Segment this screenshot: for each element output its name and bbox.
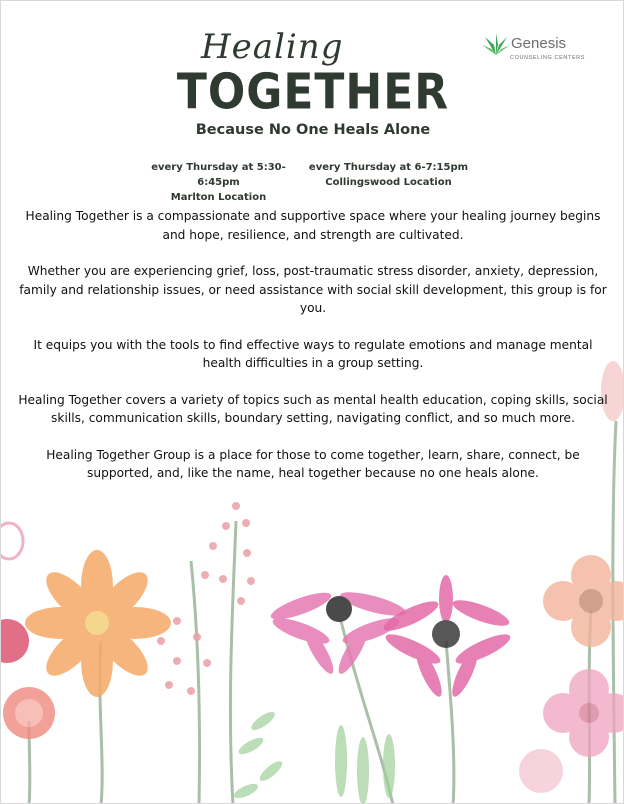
schedule-location: Marlton Location — [170, 192, 267, 203]
script-title: Healing — [201, 27, 344, 67]
pink-coneflower-2 — [380, 575, 513, 700]
schedule-collingswood — [306, 160, 471, 190]
schedule-time: every Thursday at 6-7:15pm — [308, 162, 469, 173]
paragraph: It equips you with the tools to find effective ways to regulate emotions and manage mental health difficulties in a group setting. — [33, 337, 593, 370]
paragraph: Healing Together covers a variety of topics such as mental health education, coping skills, social skills, communication skills, boundary setting, navigating conflict, and so much more. — [18, 392, 608, 425]
paragraph: Healing Together Group is a place for those to come together, learn, share, connect, be supported, and, like the name, heal together because no one heals alone. — [46, 447, 580, 480]
schedule-time: every Thursday at 5:30-6:45pm — [151, 162, 286, 188]
logo-name: Genesis — [511, 35, 567, 52]
pink-coneflower-1 — [268, 587, 408, 677]
description — [17, 207, 609, 501]
schedule-marlton — [131, 160, 306, 205]
paragraph: Whether you are experiencing grief, loss, post-traumatic stress disorder, anxiety, depression, family and relationship issues, or need assistance with social skill development, this group is for you. — [19, 264, 607, 315]
paragraph: Healing Together is a compassionate and supportive space where your healing journey begins and hope, resilience, and strength are cultivated. — [25, 209, 601, 242]
logo-tagline: COUNSELING CENTERS — [510, 55, 585, 61]
small-blossoms — [157, 502, 255, 695]
page-subtitle: Because No One Heals Alone — [195, 122, 431, 138]
schedule-location: Collingswood Location — [325, 177, 452, 188]
page-title: TOGETHER — [176, 63, 450, 122]
leaf-logo-icon — [481, 31, 511, 57]
orange-flower — [25, 550, 171, 697]
